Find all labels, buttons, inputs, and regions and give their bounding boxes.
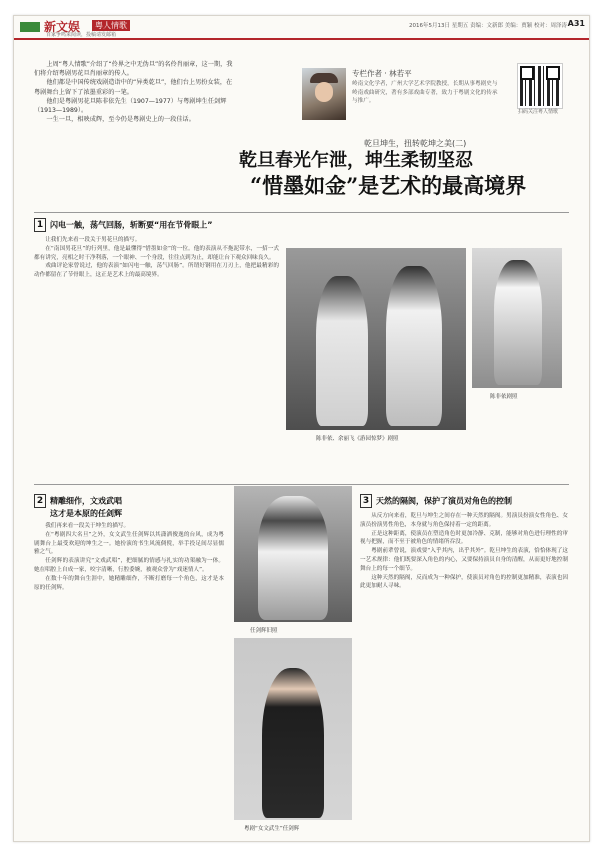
issue-meta: 2016年5月13日 星期五 责编：文新郎 美编：贾颖 校对：周泽涛 — [409, 23, 567, 29]
qr-label: 扫码关注粤人情歌 — [517, 109, 558, 115]
divider — [34, 484, 569, 485]
divider — [34, 212, 569, 213]
section-body-1 — [34, 236, 279, 468]
section-title: 精雕细作，文戏武唱 — [50, 496, 122, 506]
intro-line: 上周“粤人情歌”介绍了“伶界之中无伪旦”的名伶肖丽章，这一期，我们将介绍粤剧男花旦肖丽章的传人。 — [34, 61, 233, 78]
section-number: 2 — [34, 494, 46, 508]
headline-kicker: 乾旦坤生，扭转乾坤之美(二) — [364, 139, 467, 148]
paragraph: 在数十年的舞台生涯中，她精雕细作，不断打磨每一个角色，这才是本原的任剑辉。 — [34, 575, 224, 591]
intro-line: 他们都是中国传统戏剧造诣中的“异类乾旦”，他们台上男扮女装，在粤剧舞台上留下了浓墨重彩的一笔。 — [34, 79, 233, 96]
section-number: 3 — [360, 494, 372, 508]
channel-label: 粤人情歌 — [92, 20, 130, 31]
section-heading-1 — [34, 218, 213, 232]
photo-caption: 陈非依剧照 — [490, 394, 518, 400]
columnist-byline: 专栏作者 · 林若平 — [352, 69, 412, 78]
section-body-3 — [360, 512, 568, 824]
performer-figure — [258, 496, 328, 620]
paragraph: 粤剧前辈曾说，演戏要“入乎其内，出乎其外”。乾旦坤生的表演，恰恰体现了这一艺术规律：他们既要深入角色的内心，又要保持演员自身的清醒，从而更好地控制舞台上的每一个细节。 — [360, 548, 568, 572]
paragraph: 在“粤剧四大名旦”之外，女文武生任剑辉以其潇洒俊逸的台风，成为粤剧舞台上最受欢迎的坤生之一。她扮演的书生风流倜傥，举手投足间尽显儒雅之气。 — [34, 531, 224, 556]
paragraph: 正是这种距离，使演员在塑造角色时更加冷静、克制，能够对角色进行理性的审视与把握，而不至于被角色的情绪所吞没。 — [360, 530, 568, 546]
section-badge — [20, 22, 40, 32]
intro-line: 一生一旦，相映成辉，至今仍是粤剧史上的一段佳话。 — [46, 116, 195, 124]
paragraph: 让我们先来看一段关于男花旦的描写。 — [45, 237, 141, 243]
columnist-avatar — [302, 68, 346, 120]
stage-photo-solo — [472, 248, 562, 388]
page-number: A31 — [567, 19, 585, 28]
section-number: 1 — [34, 218, 46, 232]
section-slogan: 百家争鸣来阅读，投稿请发邮箱 — [46, 32, 117, 38]
paragraph: 任剑辉的表演讲究“文戏武唱”，把细腻的情感与扎实的功架融为一体。她在唱腔上自成一家，咬字清晰，行腔委婉，被观众誉为“戏迷情人”。 — [34, 558, 224, 573]
paragraph: 这种天然的隔阂，反而成为一种保护，使演员对角色的控制更加精准，表演也因此更加耐人寻味。 — [360, 574, 568, 590]
qr-code-icon — [518, 64, 562, 108]
headline-line2: “惜墨如金”是艺术的最高境界 — [250, 173, 527, 198]
photo-caption: 粤剧“女文武生”任剑辉 — [244, 826, 300, 832]
columnist-bio: 岭南文化学者，广州大学艺术学院教授，长期从事粤剧史与岭南戏曲研究，著有多部戏曲专著，致力于粤剧文化的传承与推广。 — [352, 81, 498, 105]
paragraph: 在“南国男花旦”的行列里，他是最懂得“惜墨如金”的一位。他的表演从不拖泥带水，一招一式都有讲究，亮相之时干净利落，一个眼神、一个身段，往往点到为止，却能让台下观众回味良久。 — [34, 245, 279, 261]
stage-photo-duet — [286, 248, 466, 430]
paragraph: 戏曲评论家曾说过，他的表演“如闪电一触，荡气回肠”。所谓好钢用在刀刃上，他把最精彩的动作都留在了节骨眼上，这正是艺术上的最高境界。 — [34, 263, 279, 279]
performer-figure — [316, 276, 368, 426]
portrait-photo-modern — [234, 638, 352, 820]
intro-paragraph — [34, 60, 234, 124]
section-body-2 — [34, 522, 224, 822]
section-title: 天然的隔阂，保护了演员对角色的控制 — [376, 496, 512, 506]
section-heading-2 — [34, 494, 122, 519]
section-title: 闪电一触，荡气回肠，斩断要“用在节骨眼上” — [50, 220, 213, 230]
page-header — [14, 16, 589, 40]
headline-line1: 乾旦春光乍泄，坤生柔韧坚忍 — [239, 150, 473, 171]
paragraph: 从反方向来看，乾旦与坤生之间存在一种天然的隔阂。男演员扮演女性角色、女演员扮演男性角色，本身就与角色保持着一定的距离。 — [360, 513, 568, 528]
section-title: 新文娱 — [44, 20, 81, 34]
person-figure — [262, 668, 324, 818]
portrait-photo-opera — [234, 486, 352, 622]
section-subtitle: 这才是本原的任剑辉 — [50, 509, 122, 518]
performer-figure — [386, 266, 442, 426]
section-heading-3 — [360, 494, 512, 508]
photo-caption: 任剑辉旧照 — [250, 628, 278, 634]
avatar-face — [315, 82, 333, 102]
paragraph: 我们再来看一段关于坤生的描写。 — [45, 523, 130, 529]
performer-figure — [494, 260, 542, 385]
intro-line: 他们是粤剧男花旦陈非依先生（1907—1977）与粤剧坤生任剑辉（1913—1989）。 — [34, 97, 227, 115]
newspaper-page — [13, 15, 590, 842]
photo-caption: 陈非依、余丽飞《游园惊梦》剧照 — [316, 436, 399, 442]
